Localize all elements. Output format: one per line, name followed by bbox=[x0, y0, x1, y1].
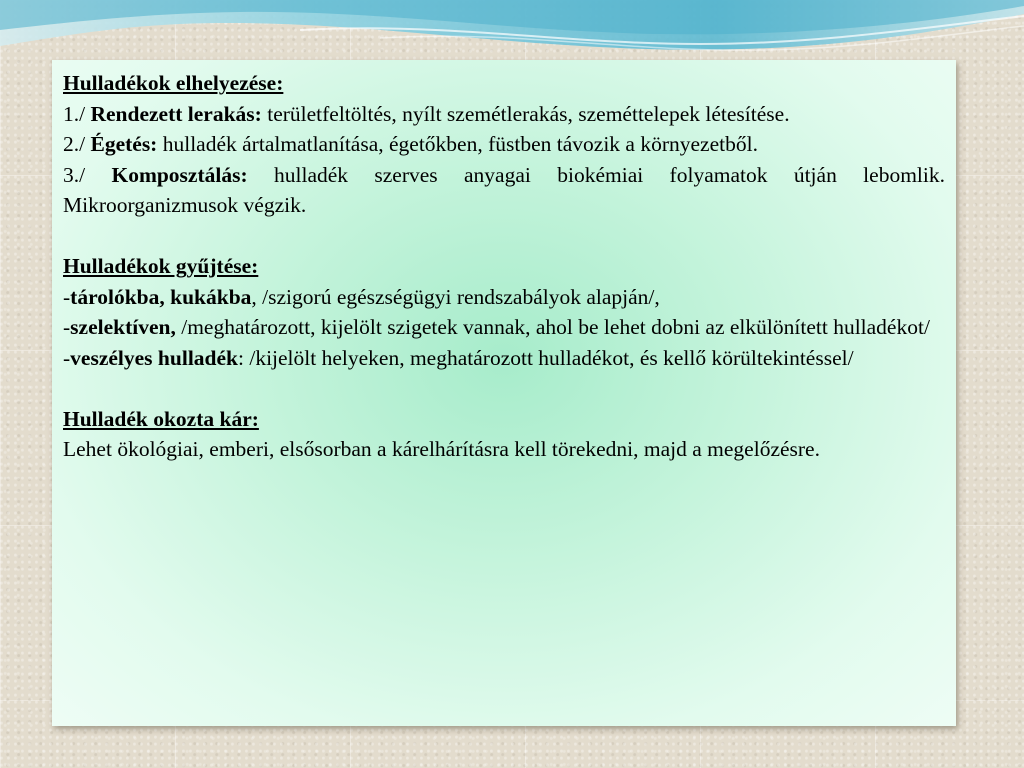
item-text: , /szigorú egészségügyi rendszabályok alapján/, bbox=[251, 284, 660, 309]
item-text: : /kijelölt helyeken, meghatározott hulladékot, és kellő körültekintéssel/ bbox=[238, 345, 854, 370]
item-dash: - bbox=[63, 345, 71, 370]
section-heading-damage: Hulladék okozta kár: bbox=[63, 406, 259, 431]
item-text: /meghatározott, kijelölt szigetek vannak, ahol be lehet dobni az elkülönített hulladékot/ bbox=[175, 315, 930, 339]
item-dash: - bbox=[63, 315, 71, 339]
collection-item bbox=[63, 343, 945, 374]
collection-item bbox=[63, 312, 945, 343]
section-heading-collection: Hulladékok gyűjtése: bbox=[63, 254, 259, 278]
item-term: szelektíven, bbox=[70, 315, 176, 339]
section-heading-placement: Hulladékok elhelyezése: bbox=[63, 71, 284, 95]
spacer bbox=[63, 221, 945, 252]
placement-item bbox=[63, 99, 945, 130]
content-card bbox=[52, 60, 956, 726]
item-text: hulladék szerves anyagai biokémiai folyamatok útján lebomlik. Mikroorganizmusok végzik. bbox=[63, 162, 945, 217]
item-number: 1./ bbox=[63, 101, 91, 126]
placement-item bbox=[63, 129, 945, 160]
item-term: tárolókba, kukákba bbox=[70, 284, 252, 309]
damage-text: Lehet ökológiai, emberi, elsősorban a kárelhárításra kell törekedni, majd a megelőzésre. bbox=[63, 437, 820, 461]
spacer bbox=[63, 373, 945, 404]
item-text: hulladék ártalmatlanítása, égetőkben, füstben távozik a környezetből. bbox=[157, 132, 758, 156]
item-term: Égetés: bbox=[90, 132, 158, 156]
item-term: Rendezett lerakás: bbox=[90, 101, 262, 126]
item-number: 3./ bbox=[63, 162, 112, 187]
item-text: területfeltöltés, nyílt szemétlerakás, szeméttelepek létesítése. bbox=[261, 101, 790, 126]
item-dash: - bbox=[63, 284, 71, 309]
placement-item bbox=[63, 160, 945, 221]
item-term: Komposztálás: bbox=[111, 162, 248, 187]
collection-item bbox=[63, 282, 945, 313]
item-number: 2./ bbox=[63, 132, 91, 156]
item-term: veszélyes hulladék bbox=[70, 345, 238, 370]
